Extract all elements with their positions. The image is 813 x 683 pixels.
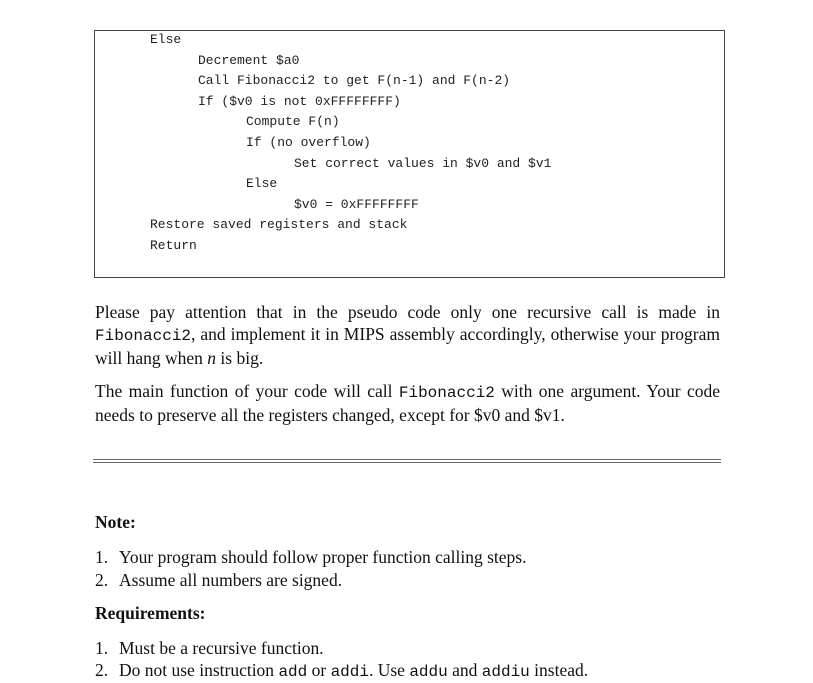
code-add: add <box>278 663 308 681</box>
req2-text-post: instead. <box>529 660 589 680</box>
requirement-item-2-num: 2. <box>95 660 109 680</box>
requirement-item-1-num: 1. <box>95 638 109 658</box>
req2-text-pre: Do not use instruction <box>119 660 279 680</box>
code-line: Decrement $a0 <box>198 52 300 68</box>
divider-top <box>93 459 721 460</box>
note-item-1 <box>95 546 526 568</box>
note-heading: Note: <box>95 512 136 532</box>
paragraph1-text-3: is big. <box>216 348 264 368</box>
code-addu: addu <box>409 663 448 681</box>
note-item-2-num: 2. <box>95 570 109 590</box>
requirement-item-2 <box>95 659 588 683</box>
note-item-1-text: Your program should follow proper function calling steps. <box>119 547 527 567</box>
code-line: If ($v0 is not 0xFFFFFFFF) <box>198 93 401 109</box>
code-line: $v0 = 0xFFFFFFFF <box>294 196 419 212</box>
pseudo-code-box <box>94 30 725 278</box>
divider-bottom <box>93 462 721 463</box>
code-line: Else <box>246 176 278 192</box>
req2-text-use: . Use <box>368 660 410 680</box>
code-line: Compute F(n) <box>246 114 340 130</box>
requirement-item-1-text: Must be a recursive function. <box>119 638 324 658</box>
code-line: Return <box>150 238 197 253</box>
req2-text-or: or <box>307 660 331 680</box>
code-line: Set correct values in $v0 and $v1 <box>294 155 552 171</box>
paragraph2-text-1: The main function of your code will call <box>95 381 399 401</box>
req2-text-and: and <box>447 660 482 680</box>
fibonacci2-code-2: Fibonacci2 <box>398 384 495 402</box>
paragraph-recursive-call <box>95 301 720 369</box>
variable-n: n <box>207 348 217 368</box>
note-item-1-num: 1. <box>95 547 109 567</box>
paragraph1-text-2: , and implement it in MIPS assembly accordingly, otherwise your program will hang when <box>95 324 720 368</box>
paragraph2-text-2: with one argument. Your code needs to preserve all the registers changed, except for $v0 and $v1. <box>95 381 720 425</box>
note-item-2-text: Assume all numbers are signed. <box>119 570 343 590</box>
code-line: Else <box>150 32 182 47</box>
requirements-heading: Requirements: <box>95 603 206 623</box>
requirement-item-1 <box>95 637 324 659</box>
code-line: Call Fibonacci2 to get F(n-1) and F(n-2) <box>198 73 511 89</box>
code-line: If (no overflow) <box>246 135 371 150</box>
paragraph-main-function <box>95 380 720 426</box>
code-line: Restore saved registers and stack <box>150 217 408 233</box>
code-addiu: addiu <box>481 663 530 681</box>
fibonacci2-code: Fibonacci2 <box>95 327 192 345</box>
code-addi: addi <box>330 663 369 681</box>
note-item-2 <box>95 569 342 591</box>
paragraph1-text-1: Please pay attention that in the pseudo code only one recursive call is made in <box>95 302 720 322</box>
